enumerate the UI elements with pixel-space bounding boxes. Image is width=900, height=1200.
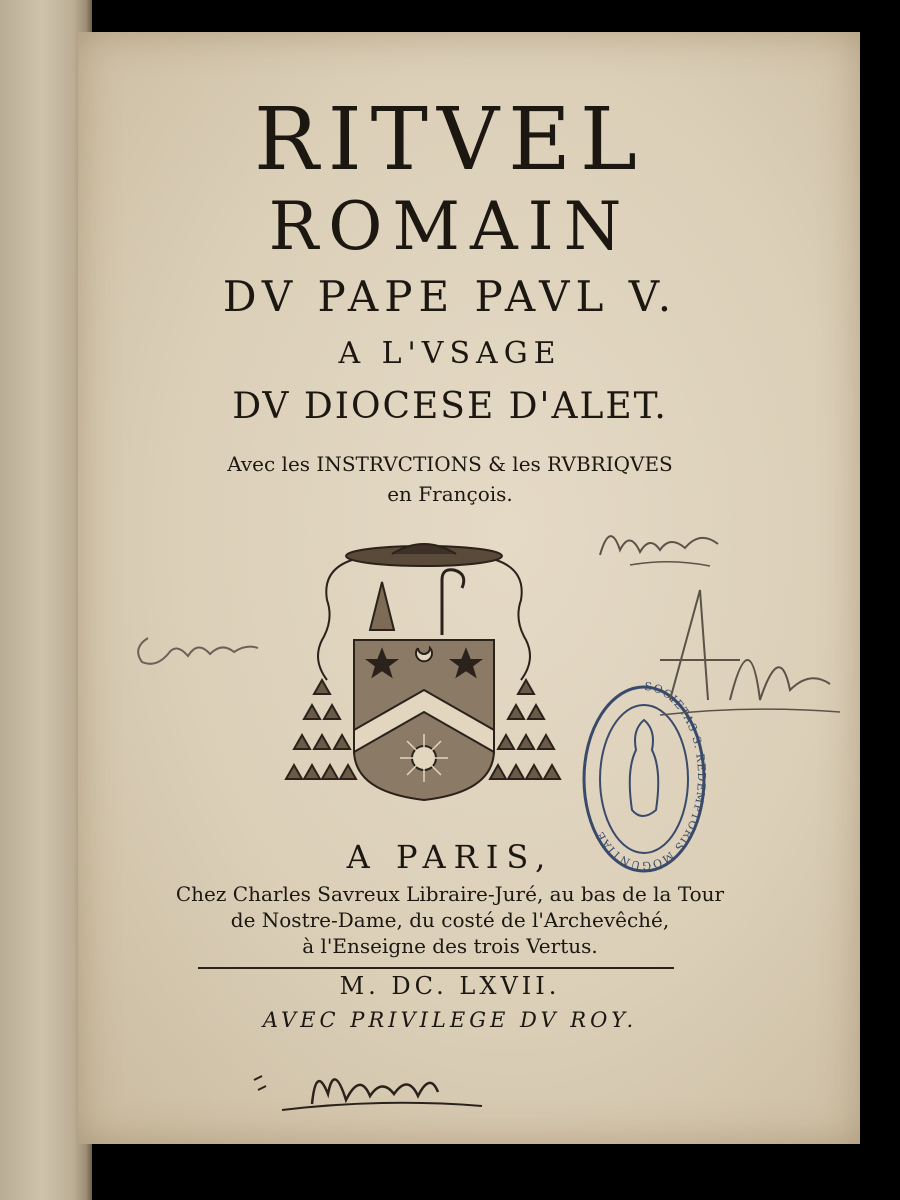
title-line-4: A L'VSAGE xyxy=(338,336,562,371)
imprint-line-3: à l'Enseigne des trois Vertus. xyxy=(302,934,598,958)
subtitle-line-1: Avec les INSTRVCTIONS & les RVBRIQVES xyxy=(227,452,673,476)
signature-left xyxy=(128,618,268,678)
coat-of-arms-engraving xyxy=(282,530,582,820)
imprint-city: A PARIS, xyxy=(346,838,554,876)
imprint-line-2: de Nostre-Dame, du costé de l'Archevêché, xyxy=(230,908,670,932)
horizontal-rule xyxy=(198,967,674,969)
stamp-text: SOCIETAS S. REDEMPTORIS MOGUNTIAE xyxy=(593,680,708,873)
imprint-line-1: Chez Charles Savreux Libraire-Juré, au bas de la Tour xyxy=(175,882,725,906)
signature-top-right xyxy=(590,510,730,580)
title-line-2: ROMAIN xyxy=(268,188,632,265)
title-line-1: RITVEL xyxy=(253,90,647,190)
title-line-3: DV PAPE PAVL V. xyxy=(222,272,678,321)
publication-year: M. DC. LXVII. xyxy=(339,972,561,1000)
signature-mid-right xyxy=(640,580,850,730)
signature-bottom xyxy=(242,1044,512,1124)
privilege-line: AVEC PRIVILEGE DV ROY. xyxy=(262,1008,638,1032)
title-line-5: DV DIOCESE D'ALET. xyxy=(232,386,668,427)
subtitle-line-2: en François. xyxy=(387,482,513,506)
